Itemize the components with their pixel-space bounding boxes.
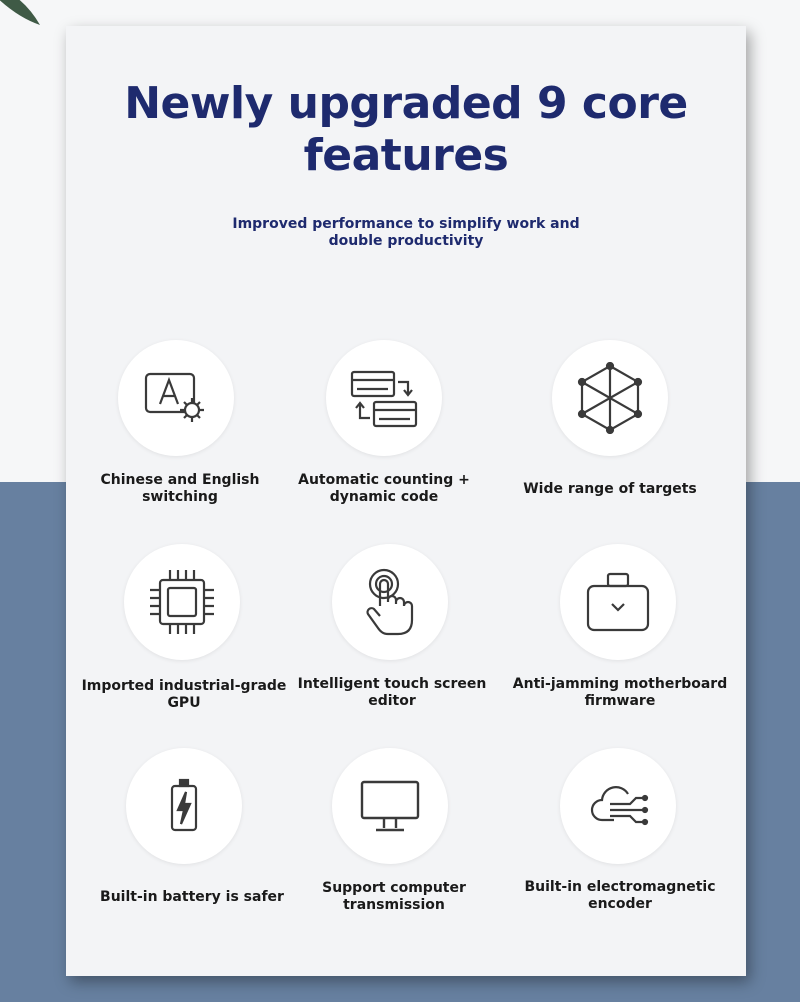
monitor-icon: [354, 770, 426, 842]
feature-label-9: Built-in electromagnetic encoder: [524, 879, 716, 912]
battery-icon: [148, 770, 220, 842]
feature-circle-battery: [126, 748, 242, 864]
language-switch-icon: [140, 362, 212, 434]
feature-label-2: Automatic counting + dynamic code: [298, 472, 470, 505]
touch-hand-icon: [354, 566, 426, 638]
feature-label-3: Wide range of targets: [523, 481, 697, 497]
feature-circle-language: [118, 340, 234, 456]
feature-label-8: Support computer transmission: [322, 880, 466, 913]
feature-circle-touch: [332, 544, 448, 660]
feature-circle-encoder: [560, 748, 676, 864]
feature-label-5: Intelligent touch screen editor: [297, 676, 487, 709]
feature-label-4: Imported industrial-grade GPU: [81, 678, 287, 711]
page-subtitle: Improved performance to simplify work and double productivity: [232, 216, 580, 249]
feature-label-7: Built-in battery is safer: [100, 889, 284, 905]
feature-card: [66, 26, 746, 976]
geometric-shape-icon: [574, 362, 646, 434]
feature-circle-transmission: [332, 748, 448, 864]
feature-label-1: Chinese and English switching: [100, 472, 260, 505]
feature-circle-counting: [326, 340, 442, 456]
feature-circle-firmware: [560, 544, 676, 660]
cloud-circuit-icon: [582, 770, 654, 842]
leaf-decoration-icon: [0, 0, 60, 40]
feature-circle-targets: [552, 340, 668, 456]
page-title: Newly upgraded 9 core features: [124, 78, 688, 181]
case-icon: [582, 566, 654, 638]
feature-circle-gpu: [124, 544, 240, 660]
feature-label-6: Anti-jamming motherboard firmware: [512, 676, 728, 709]
chip-icon: [146, 566, 218, 638]
card-exchange-icon: [348, 362, 420, 434]
